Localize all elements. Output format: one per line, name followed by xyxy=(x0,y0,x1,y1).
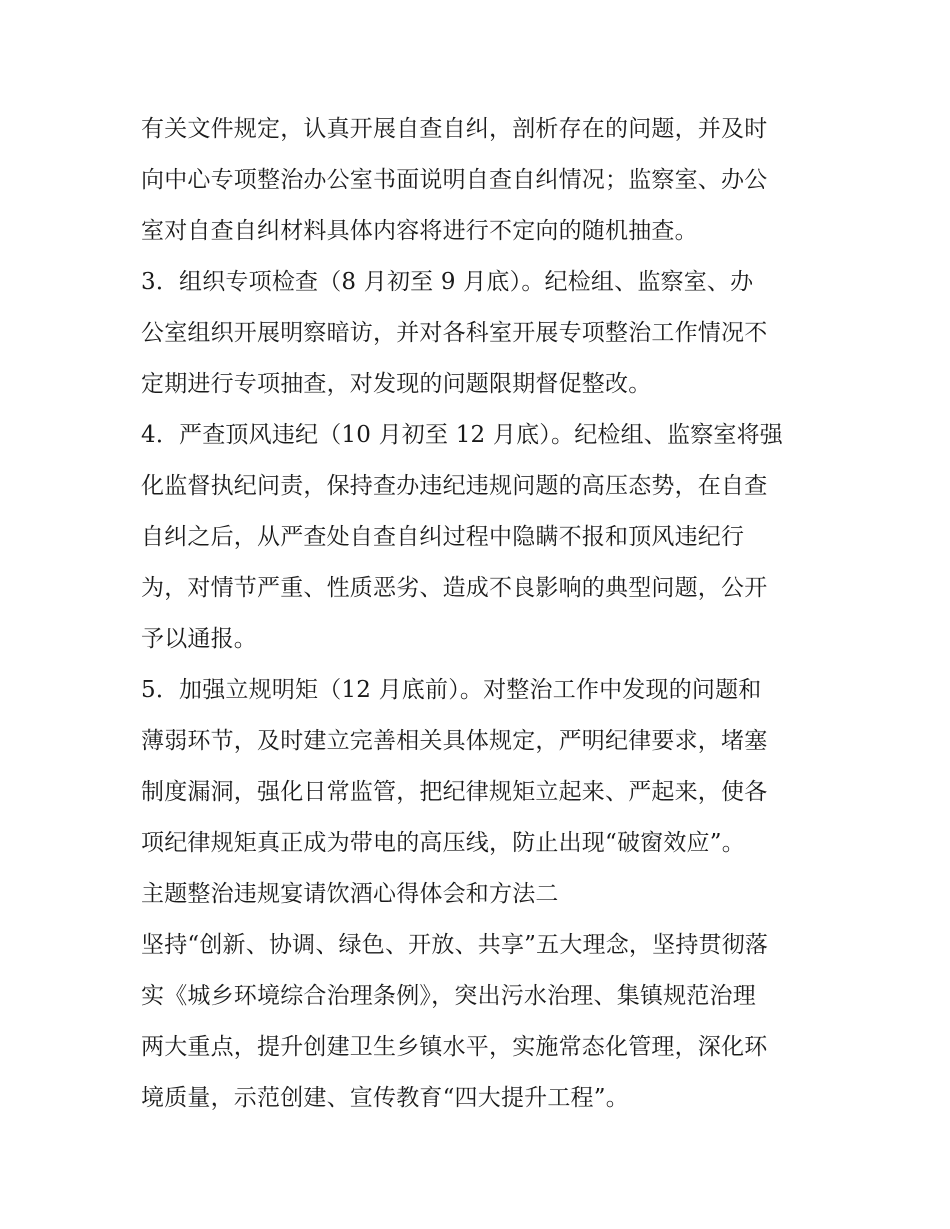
text-line: 制度漏洞，强化日常监管，把纪律规矩立起来、严起来，使各 xyxy=(141,779,768,805)
text-line: 坚持“创新、协调、绿色、开放、共享”五大理念，坚持贯彻落 xyxy=(141,932,769,958)
text-line: 4．严查顶风违纪（10 月初至 12 月底）。纪检组、监察室将强 xyxy=(141,422,783,448)
text-line: 为，对情节严重、性质恶劣、造成不良影响的典型问题，公开 xyxy=(141,575,768,601)
text-line: 3．组织专项检查（8 月初至 9 月底）。纪检组、监察室、办 xyxy=(141,269,754,295)
text-line: 定期进行专项抽查，对发现的问题限期督促整改。 xyxy=(141,371,652,397)
text-line: 项纪律规矩真正成为带电的高压线，防止出现“破窗效应”。 xyxy=(141,830,745,856)
text-line: 境质量，示范创建、宣传教育“四大提升工程”。 xyxy=(141,1085,629,1111)
text-line: 两大重点，提升创建卫生乡镇水平，实施常态化管理，深化环 xyxy=(141,1034,768,1060)
text-line: 有关文件规定，认真开展自查自纠，剖析存在的问题，并及时 xyxy=(141,116,768,142)
text-line: 予以通报。 xyxy=(141,626,257,652)
section-heading: 主题整治违规宴请饮酒心得体会和方法二 xyxy=(141,881,559,907)
text-line: 向中心专项整治办公室书面说明自查自纠情况；监察室、办公 xyxy=(141,167,768,193)
text-line: 室对自查自纠材料具体内容将进行不定向的随机抽查。 xyxy=(141,218,698,244)
text-line: 自纠之后，从严查处自查自纠过程中隐瞒不报和顶风违纪行 xyxy=(141,524,745,550)
text-line: 5．加强立规明矩（12 月底前）。对整治工作中发现的问题和 xyxy=(141,677,762,703)
text-line: 公室组织开展明察暗访，并对各科室开展专项整治工作情况不 xyxy=(141,320,768,346)
document-body xyxy=(141,104,841,1124)
text-line: 薄弱环节，及时建立完善相关具体规定，严明纪律要求，堵塞 xyxy=(141,728,768,754)
text-line: 实《城乡环境综合治理条例》，突出污水治理、集镇规范治理 xyxy=(141,983,756,1009)
text-line: 化监督执纪问责，保持查办违纪违规问题的高压态势，在自查 xyxy=(141,473,768,499)
